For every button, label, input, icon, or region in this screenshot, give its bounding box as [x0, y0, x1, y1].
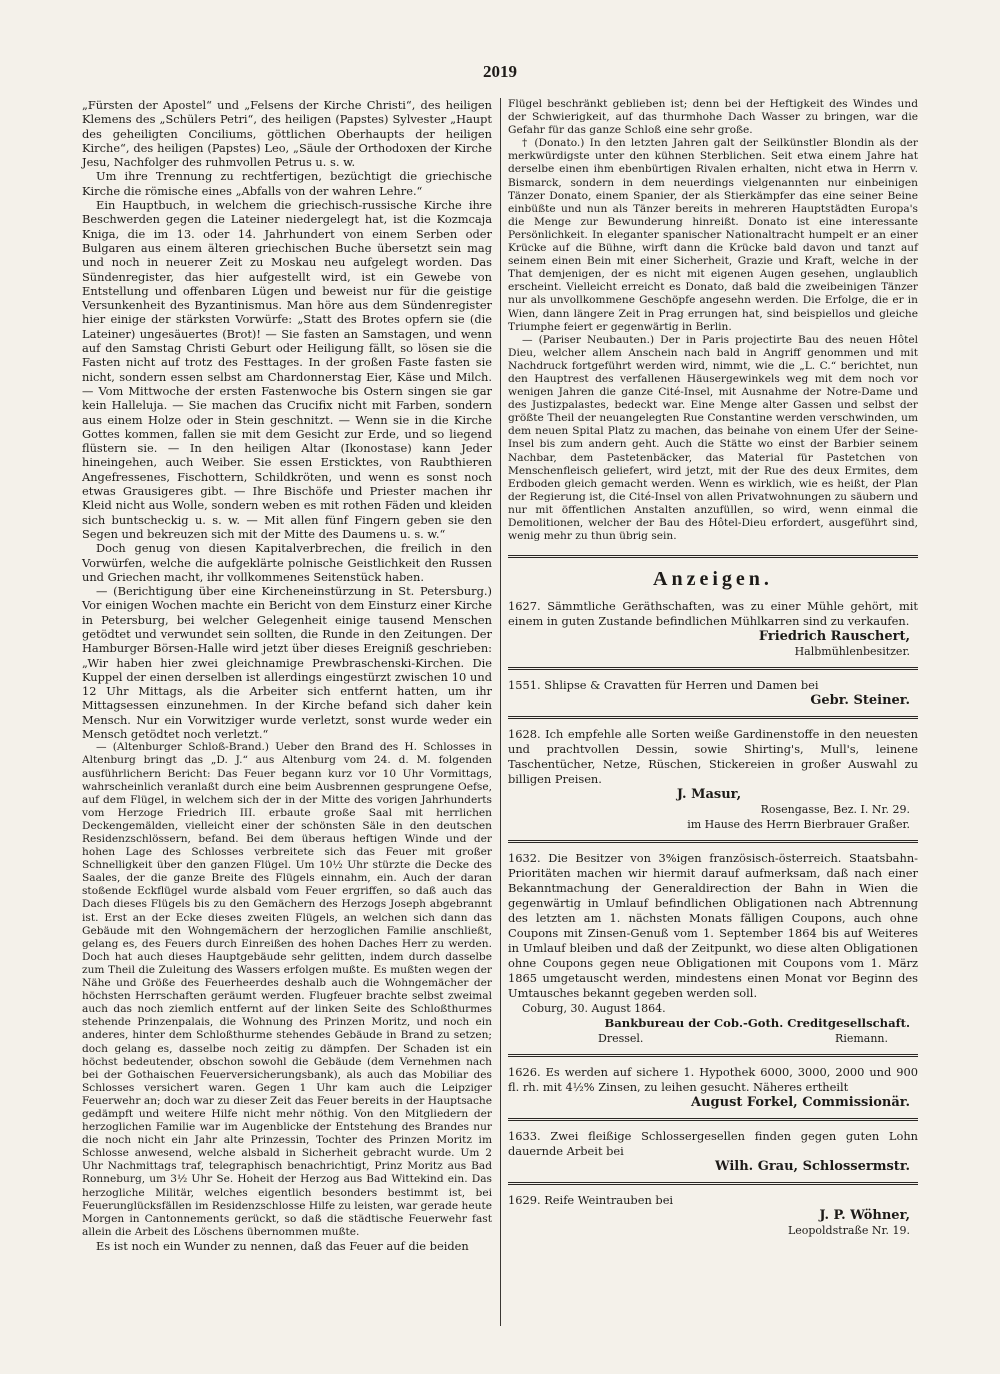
ad-signature-sub: Leopoldstraße Nr. 19. [787, 1224, 910, 1238]
ad-signature: Wilh. Grau, Schlossermstr. [714, 1159, 910, 1175]
ad-text: 1551. Shlipse & Cravatten für Herren und Damen bei [508, 678, 819, 693]
ad-text: 1633. Zwei fleißige Schlossergesellen finden gegen guten Lohn dauernde Arbeit bei [508, 1129, 918, 1159]
ad-divider [508, 1054, 918, 1057]
ad-signature-names [508, 1031, 918, 1046]
article-paragraph: Es ist noch ein Wunder zu nennen, daß das Feuer auf die beiden [96, 1238, 469, 1253]
news-item-petersburg: — (Berichtigung über eine Kircheneinstürzung in St. Petersburg.) Vor einigen Wochen machte ein Bericht von dem Einsturz einer Kirche in Petersburg, bei welcher Gelegenheit einige tausend Menschen getödtet und verwundet sein sollten, die Runde in den Zeitungen. Der Hamburger Börsen-Halle wird jetzt über dieses Ereigniß geschrieben: „Wir haben hier zwei gleichnamige Prewbraschenski-Kirchen. Die Kuppel der einen derselben ist allerdings eingestürzt zwischen 10 und 12 Uhr Mittags, als die Arbeiter sich entfernt hatten, um ihr Mittagsessen einzunehmen. In der Kirche befand sich daher kein Mensch. Nur ein Vorwitziger wurde verletzt, sonst wurde weder ein Mensch getödtet noch verletzt.“ [82, 584, 492, 742]
ad-divider [508, 840, 918, 843]
ad-divider [508, 667, 918, 670]
ad-place-date: Coburg, 30. August 1864. [522, 1002, 666, 1016]
ad-text: 1632. Die Besitzer von 3%igen französisch-österreich. Staatsbahn-Prioritäten machen wir hiermit darauf aufmerksam, daß nach einer Bekanntmachung der Generaldirection der Bahn in Wien die gegenwärtig in Umlauf befindlichen Obligationen nach Abtrennung des letzten am 1. nächsten Monats fälligen Coupons, auch ohne Coupons mit Zinsen-Genuß vom 1. September 1864 bis auf Weiteres in Umlauf bleiben und daß der Zeitpunkt, wo diese alten Obligationen ohne Coupons gegen neue Obligationen mit Coupons vom 1. März 1865 umgetauscht werden, mindestens einen Monat vor Beginn des Umtausches bekannt gegeben werden soll. [508, 851, 918, 1001]
ad-text: 1629. Reife Weintrauben bei [508, 1193, 674, 1208]
ads-heading: Anzeigen. [653, 568, 773, 591]
article-paragraph: Doch genug von diesen Kapitalverbrechen, die freilich in den Vorwürfen, welche die aufgeklärte polnische Geistlichkeit den Russen und Griechen macht, ihr vollkommenes Seitenstück haben. [82, 541, 492, 584]
news-item-paris: — (Pariser Neubauten.) Der in Paris projectirte Bau des neuen Hôtel Dieu, welcher allem Anschein nach bald in Angriff genommen und mit Nachdruck fortgeführt werden wird, nimmt, wie die „L. C.“ berichtet, nun den Hauptrest des verfallenen Häusergewinkels weg mit dem noch vor wenigen Jahren die ganze Cité-Insel, mit Ausnahme der Notre-Dame und des Justizpalastes, bedeckt war. Eine Menge alter Gassen und selbst der größte Theil der neuangelegten Rue Constantine werden verschwinden, um dem neuen Spital Platz zu machen, das beinahe von einem Ufer der Seine-Insel bis zum andern geht. Auch die Stätte wo einst der Barbier seinem Nachbar, dem Pastetenbäcker, das Material für Pastetchen von Menschenfleisch geliefert, wird jetzt, mit der Rue des deux Ermites, dem Erdboden gleich gemacht werden. Wenn es wirklich, wie es heißt, der Plan der Regierung ist, die Cité-Insel von allen Privatwohnungen zu säubern und nur mit öffentlichen Anstalten anzufüllen, so wird, wenn einmal die Demolitionen, welcher der Bau des Hôtel-Dieu erfordert, ausgeführt sind, wenig mehr zu thun übrig sein. [508, 333, 918, 543]
ad-1627 [508, 599, 918, 659]
ad-signature: Bankbureau der Cob.-Goth. Creditgesellschaft. [604, 1016, 910, 1031]
news-item-altenburg: — (Altenburger Schloß-Brand.) Ueber den Brand des H. Schlosses in Altenburg bringt das „D. J.“ aus Altenburg vom 24. d. M. folgenden ausführlichern Bericht: Das Feuer begann kurz vor 10 Uhr Vormittags, wahrscheinlich veranlaßt durch eine beim Ausbrennen gesprungene Oefse, auf dem Flügel, in welchem sich der in der Mitte des vorigen Jahrhunderts vom Herzoge Friedrich III. erbaute große Saal mit herrlichen Deckengemälden, vielleicht einer der schönsten Säle in den deutschen Residenzschlössern, befand. Bei dem überaus heftigen Winde und der hohen Lage des Schlosses verbreitete sich das Feuer mit großer Schnelligkeit über den ganzen Flügel. Um 10½ Uhr stürzte die Decke des Saales, der die ganze Breite des Flügels einnahm, ein. Auch der daran stoßende Eckflügel wurde alsbald vom Feuer ergriffen, so daß auch das Dach dieses Flügels bis zu den Gemächern des Herzogs Joseph abgebrannt ist. Erst an der Ecke dieses zweiten Flügels, an welchen sich dann das Gebäude mit den Wohngemächern der herzoglichen Familie anschließt, gelang es, des Feuers durch Einreißen des hohen Daches Herr zu werden. Doch hat auch dieses Hauptgebäude sehr gelitten, indem durch dasselbe zum Theil die Zuleitung des Wassers erfolgen mußte. Es mußten wegen der Nähe und Größe des Feuerheerdes deshalb auch die Wohngemächer der höchsten Herrschaften geräumt werden. Flugfeuer brachte selbst zweimal auch das noch ziemlich entfernt auf der linken Seite des Schloßthurmes stehende Prinzenpalais, die Wohnung des Prinzen Moritz, und noch ein anderes, hinter dem Schloßthurme stehendes Gebäude in Brand zu setzen; doch gelang es, dasselbe noch zeitig zu dämpfen. Der Schaden ist ein höchst bedeutender, obschon sowohl die Gebäude (dem Vernehmen nach bei der Gothaischen Feuerversicherungsbank), als auch das Mobiliar des Schlosses versichert waren. Gegen 1 Uhr kam auch die Leipziger Feuerwehr an; doch war zu dieser Zeit das Feuer bereits in der Hauptsache gedämpft und weitere Hilfe nicht mehr nöthig. Von den Mitgliedern der herzoglichen Familie war im Augenblicke der Entstehung des Brandes nur die noch nicht ein Jahr alte Prinzessin, Tochter des Prinzen Moritz im Schlosse anwesend, welche alsbald in Sicherheit gebracht wurde. Um 2 Uhr Nachmittags traf, telegraphisch benachrichtigt, Prinz Moritz aus Bad Ronneburg, um 3½ Uhr Se. Hoheit der Herzog aus Bad Wittekind ein. Das herzogliche Militär, welches eigentlich besonders bestimmt ist, bei Feuerunglücksfällen im Residenzschlosse Hilfe zu leisten, war gerade heute Morgen in Cantonnements gerückt, so daß die städtische Feuerwehr fast allein die Arbeit des Löschens übernommen mußte. [82, 741, 492, 1238]
page-number: 2019 [483, 62, 517, 81]
ad-1629 [508, 1193, 918, 1238]
ad-signature: J. P. Wöhner, [819, 1208, 910, 1224]
ad-1633 [508, 1129, 918, 1174]
ad-signature-sub: im Hause des Herrn Bierbrauer Graßer. [687, 818, 910, 832]
ad-signature-sub: Halbmühlenbesitzer. [794, 645, 910, 659]
ad-signature-name: Riemann. [835, 1032, 888, 1046]
ad-text: 1626. Es werden auf sichere 1. Hypothek 6000, 3000, 2000 und 900 fl. rh. mit 4½% Zinsen, zu leihen gesucht. Näheres ertheilt [508, 1065, 918, 1095]
ad-divider [508, 1118, 918, 1121]
article-paragraph: Um ihre Trennung zu rechtfertigen, bezüchtigt die griechische Kirche die römische eines „Abfalls von der wahren Lehre.“ [82, 169, 492, 198]
left-column [82, 98, 492, 1253]
ad-text: 1628. Ich empfehle alle Sorten weiße Gardinenstoffe in den neuesten und prachtvollen Dessin, sowie Shirting's, Mull's, leinene Taschentücher, Netze, Rüschen, Stickereien in großer Auswahl zu billigen Preisen. [508, 727, 918, 787]
ad-signature: Gebr. Steiner. [810, 693, 910, 709]
ad-text: 1627. Sämmtliche Geräthschaften, was zu einer Mühle gehört, mit einem in guten Zustande befindlichen Mühlkarren sind zu verkaufen. [508, 599, 918, 629]
section-divider [508, 555, 918, 558]
ad-1632 [508, 851, 918, 1046]
article-paragraph: Flügel beschränkt geblieben ist; denn bei der Heftigkeit des Windes und der Schwierigkeit, auf das thurmhohe Dach Wasser zu bringen, war die Gefahr für das ganze Schloß eine sehr große. [508, 98, 918, 137]
ad-1551 [508, 678, 918, 708]
ad-signature: Friedrich Rauschert, [758, 629, 910, 645]
ad-signature: J. Masur, [676, 787, 742, 803]
article-paragraph: Ein Hauptbuch, in welchem die griechisch-russische Kirche ihre Beschwerden gegen die Lateiner niedergelegt hat, ist die Kozmcaja Kniga, die im 13. oder 14. Jahrhundert von einem Serben oder Bulgaren aus einem älteren griechischen Buche übersetzt sein mag und noch in neuerer Zeit zu Moskau neu aufgelegt worden. Das Sündenregister, das hier aufgestellt wird, ist ein Gewebe von Entstellung und offenbaren Lügen und beweist nur für die geistige Versunkenheit des Byzantinismus. Man höre aus dem Sündenregister hier einige der stärksten Vorwürfe: „Statt des Brotes opfern sie (die Lateiner) ungesäuertes (Brot)! — Sie fasten an Samstagen, und wenn auf den Samstag Christi Geburt oder Heiligung fällt, so lösen sie die Fasten nicht auf trotz des Festtages. In der großen Faste fasten sie nicht, sondern essen selbst am Chardonnerstag Eier, Käse und Milch. — Vom Mittwoche der ersten Fastenwoche bis Ostern singen sie gar kein Halleluja. — Sie machen das Crucifix nicht mit Farben, sondern aus einem Holze oder in Stein geschnitzt. — Wenn sie in die Kirche Gottes kommen, fallen sie mit dem Gesicht zur Erde, und so liegend flüstern sie. — In den heiligen Altar (Ikonostase) kann Jeder hineingehen, auch Weiber. Sie essen Ersticktes, von Raubthieren Angefressenes, Fischottern, Schildkröten, und wenn es sonst noch etwas Grausigeres gibt. — Ihre Bischöfe und Priester machen ihr Kleid nicht aus Wolle, sondern weben es mit rothen Fäden und kleiden sich buntscheckig u. s. w. — Mit allen fünf Fingern geben sie den Segen und bekreuzen sich mit der Mitte des Daumens u. s. w.“ [82, 198, 492, 541]
ad-divider [508, 716, 918, 719]
column-divider [500, 98, 501, 1326]
right-column [508, 98, 918, 1238]
ad-signature-sub: Rosengasse, Bez. I. Nr. 29. [760, 803, 910, 817]
article-paragraph: „Fürsten der Apostel“ und „Felsens der Kirche Christi“, des heiligen Klemens des „Schülers Petri“, des heiligen (Papstes) Sylvester „Haupt des geheiligten Conciliums, göttlichen Oberhaupts der heiligen Kirche“, des heiligen (Papstes) Leo, „Säule der Orthodoxen der Kirche Jesu, Nachfolger des ruhmvollen Petrus u. s. w. [82, 98, 492, 170]
ad-signature-name: Dressel. [598, 1032, 644, 1046]
ad-1628 [508, 727, 918, 832]
ad-divider [508, 1182, 918, 1185]
ad-1626 [508, 1065, 918, 1110]
news-item-donato: † (Donato.) In den letzten Jahren galt der Seilkünstler Blondin als der merkwürdigste unter den kühnen Sterblichen. Seit etwa einem Jahre hat derselbe einen ihm ebenbürtigen Rivalen erhalten, nicht etwa in Herrn v. Bismarck, sondern in dem neuerdings vielgenannten nur einbeinigen Tänzer Donato, einem Spanier, der als Stierkämpfer das eine seiner Beine einbüßte und nun als Tänzer bereits in mehreren Hauptstädten Europa's die Menge zur Bewunderung hinreißt. Donato ist eine interessante Persönlichkeit. In eleganter spanischer Nationaltracht humpelt er an einer Krücke auf die Bühne, wirft dann die Krücke bald davon und tanzt auf seinem einen Bein mit einer Sicherheit, Grazie und Kraft, welche in der That demjenigen, der es nicht mit eigenen Augen gesehen, unglaublich erscheint. Vielleicht erreicht es Donato, daß bald die zweibeinigen Tänzer nur als unvollkommene Geschöpfe angesehn werden. Die Erfolge, die er in Wien, dann längere Zeit in Prag errungen hat, sind beispiellos und gleiche Triumphe feiert er gegenwärtig in Berlin. [508, 137, 918, 333]
ad-signature: August Forkel, Commissionär. [690, 1095, 910, 1111]
